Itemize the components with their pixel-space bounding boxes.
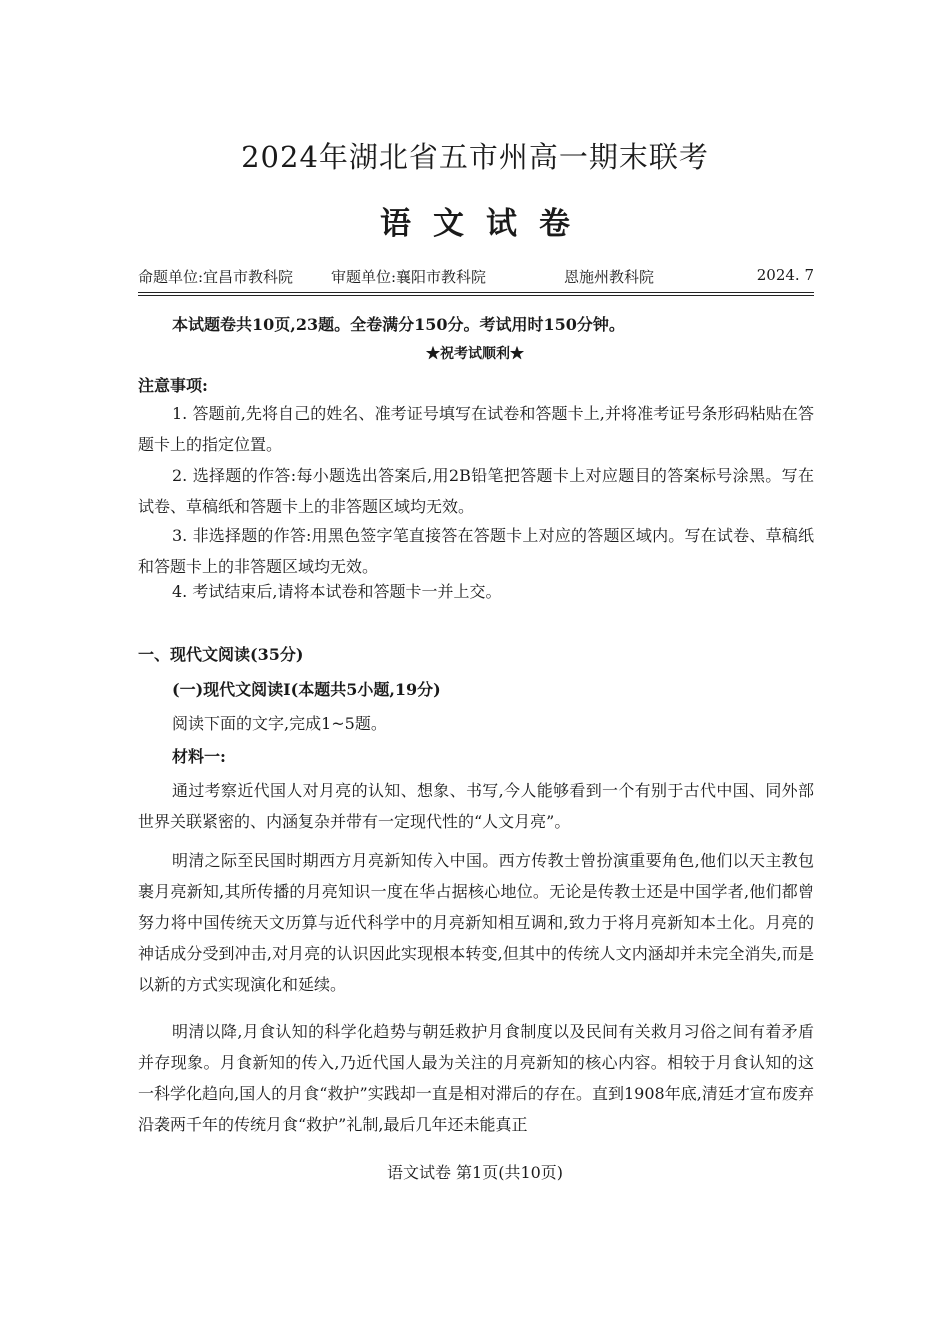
- body-paragraph-3: 明清以降,月食认知的科学化趋势与朝廷救护月食制度以及民间有关救月习俗之间有着矛盾并存现象。月食新知的传入,乃近代国人最为关注的月亮新知的核心内容。相较于月食认知的这一科学化趋向,国人的月食“救护”实践却一直是相对滞后的存在。直到1908年底,清廷才宣布废弃沿袭两千年的传统月食“救护”礼制,最后几年还未能真正: [138, 1022, 814, 1134]
- exam-meta: [138, 266, 814, 288]
- instruction: 阅读下面的文字,完成1~5题。: [172, 714, 387, 733]
- exam-date: 2024. 7: [756, 266, 814, 284]
- section-title: 一、现代文阅读(35分): [138, 645, 304, 664]
- subject-title: 语文试卷: [380, 206, 592, 242]
- exam-info: 本试题卷共10页,23题。全卷满分150分。考试用时150分钟。: [172, 315, 625, 334]
- page-footer: 语文试卷 第1页(共10页): [386, 1163, 564, 1182]
- material-label: 材料一:: [172, 747, 226, 766]
- exam-title: 2024年湖北省五市州高一期末联考: [241, 140, 709, 174]
- reviewer-2: 恩施州教科院: [564, 268, 655, 286]
- proposer: 命题单位:宜昌市教科院: [138, 268, 294, 286]
- header-rule-double: [138, 295, 814, 296]
- note-item-2: 2. 选择题的作答:每小题选出答案后,用2B铅笔把答题卡上对应题目的答案标号涂黑。写在试卷、草稿纸和答题卡上的非答题区域均无效。: [138, 466, 814, 516]
- notes-title: 注意事项:: [138, 376, 208, 395]
- note-item-4: 4. 考试结束后,请将本试卷和答题卡一并上交。: [172, 582, 502, 601]
- reviewer: 审题单位:襄阳市教科院: [331, 268, 487, 286]
- note-item-3: 3. 非选择题的作答:用黑色签字笔直接答在答题卡上对应的答题区域内。写在试卷、草稿纸和答题卡上的非答题区域均无效。: [138, 526, 814, 576]
- body-paragraph-1: 通过考察近代国人对月亮的认知、想象、书写,今人能够看到一个有别于古代中国、同外部世界关联紧密的、内涵复杂并带有一定现代性的“人文月亮”。: [138, 781, 814, 831]
- note-item-1: 1. 答题前,先将自己的姓名、准考证号填写在试卷和答题卡上,并将准考证号条形码粘贴在答题卡上的指定位置。: [138, 404, 814, 454]
- header-rule: [138, 292, 814, 293]
- subsection-title: (一)现代文阅读I(本题共5小题,19分): [172, 680, 441, 699]
- good-luck-wish: ★祝考试顺利★: [426, 346, 524, 362]
- body-paragraph-2: 明清之际至民国时期西方月亮新知传入中国。西方传教士曾扮演重要角色,他们以天主教包裹月亮新知,其所传播的月亮知识一度在华占据核心地位。无论是传教士还是中国学者,他们都曾努力将中国传统天文历算与近代科学中的月亮新知相互调和,致力于将月亮新知本土化。月亮的神话成分受到冲击,对月亮的认识因此实现根本转变,但其中的传统人文内涵却并未完全消失,而是以新的方式实现演化和延续。: [138, 851, 814, 994]
